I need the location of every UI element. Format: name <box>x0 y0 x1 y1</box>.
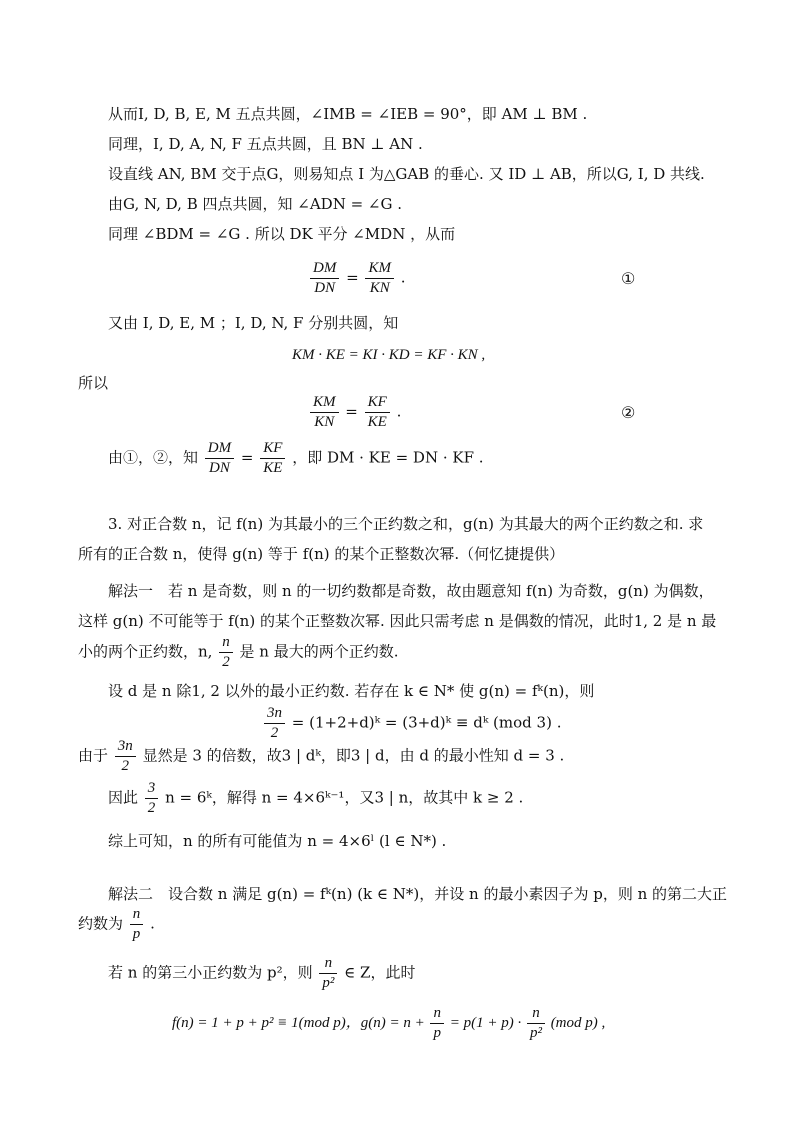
numerator: 3n <box>115 737 136 757</box>
numerator: KF <box>365 393 390 413</box>
numerator: n <box>130 905 144 925</box>
fraction <box>115 737 136 776</box>
equation-marker: ② <box>621 403 636 422</box>
solution-1-line <box>108 779 523 818</box>
solution-1-line <box>78 633 398 672</box>
fraction <box>527 1004 545 1043</box>
text-line: 从而I, D, B, E, M 五点共圆，∠IMB = ∠IEB = 90°，即 AM ⊥ BM . <box>108 105 588 123</box>
fraction <box>310 259 339 298</box>
denominator: 2 <box>270 725 279 741</box>
text-line: 同理 ∠BDM = ∠G . 所以 DK 平分 ∠MDN ，从而 <box>108 225 456 243</box>
problem-statement: 3. 对正合数 n，记 f(n) 为其最小的三个正约数之和，g(n) 为其最大的两个正约数之和. 求 <box>108 515 704 533</box>
equation-line <box>172 1004 605 1043</box>
text-line: 设直线 AN, BM 交于点G，则易知点 I 为△GAB 的垂心. 又 ID ⊥ AB，所以G, I, D 共线. <box>108 165 705 183</box>
denominator: 2 <box>121 758 130 774</box>
denominator: p <box>433 1025 441 1041</box>
fraction <box>430 1004 444 1043</box>
numerator: n <box>319 954 337 974</box>
denominator: p² <box>322 975 335 991</box>
equation-marker: ① <box>621 269 636 288</box>
text: 由①，②，知 <box>108 448 199 467</box>
numerator: n <box>430 1004 444 1024</box>
denominator: 2 <box>222 654 230 670</box>
text: (mod p) , <box>550 1014 606 1031</box>
denominator: KN <box>369 280 390 296</box>
denominator: KN <box>314 414 335 430</box>
numerator: n <box>219 633 233 653</box>
numerator: DM <box>205 439 234 459</box>
equation-1: $\frac{DM}{DN}$ = $\frac{KM}{KN}$ . <box>308 259 406 298</box>
fraction <box>130 905 144 944</box>
solution-2-line: 解法二 设合数 n 满足 g(n) = fᵏ(n) (k ∈ N*)，并设 n 的最小素因子为 p，则 n 的第二大正 <box>108 885 728 903</box>
denominator: p² <box>529 1025 542 1041</box>
denominator: p <box>132 926 141 942</box>
text-line: 又由 I, D, E, M ；I, D, N, F 分别共圆，知 <box>108 314 399 332</box>
text-line: 所以 <box>78 374 109 392</box>
equation-2: $\frac{KM}{KN}$ = $\frac{KF}{KE}$ . <box>308 393 401 432</box>
text: n = 6ᵏ，解得 n = 4×6ᵏ⁻¹，又3 | n，故其中 k ≥ 2 . <box>165 788 524 807</box>
solution-1-line: 这样 g(n) 不可能等于 f(n) 的某个正整数次幂. 因此只需考虑 n 是偶数的情况，此时1, 2 是 n 最 <box>78 612 717 630</box>
text-line: 由①，②，知 $\frac{DM}{DN}$ = $\frac{KF}{KE}$ ，即 DM · KE = DN · KF . <box>108 440 484 476</box>
text-line: 同理，I, D, A, N, F 五点共圆，且 BN ⊥ AN . <box>108 135 423 153</box>
fraction <box>260 439 285 478</box>
fraction <box>219 633 233 672</box>
solution-1-line <box>78 737 564 776</box>
text: 是 n 最大的两个正约数. <box>239 642 399 661</box>
numerator: n <box>527 1004 545 1024</box>
text: 约数为 <box>78 914 124 933</box>
fraction <box>319 954 337 993</box>
problem-statement: 所有的正合数 n，使得 g(n) 等于 f(n) 的某个正整数次幂.（何忆捷提供） <box>78 545 565 563</box>
denominator: KE <box>367 414 387 430</box>
denominator: DN <box>314 280 336 296</box>
numerator: KM <box>310 393 339 413</box>
solution-2-line <box>108 954 415 993</box>
text: f(n) = 1 + p + p² ≡ 1(mod p)，g(n) = n + <box>172 1014 425 1031</box>
text: ，即 DM · KE = DN · KF . <box>292 448 484 467</box>
solution-2-line: 约数为 $\frac{n}{p}$ . <box>78 906 155 942</box>
denominator: 2 <box>147 800 156 816</box>
text-line: 由G, N, D, B 四点共圆，知 ∠ADN = ∠G . <box>108 195 403 213</box>
text: = (1+2+d)ᵏ = (3+d)ᵏ ≡ dᵏ (mod 3) . <box>291 713 562 732</box>
fraction <box>310 393 339 432</box>
denominator: KE <box>263 460 283 476</box>
solution-1-line: 解法一 若 n 是奇数，则 n 的一切约数都是奇数，故由题意知 f(n) 为奇数，g(n) 为偶数， <box>108 582 714 600</box>
numerator: 3 <box>145 779 159 799</box>
fraction <box>365 393 390 432</box>
text: = p(1 + p) · <box>449 1014 522 1031</box>
solution-1-line: 设 d 是 n 除1, 2 以外的最小正约数. 若存在 k ∈ N* 使 g(n) = fᵏ(n)，则 <box>108 682 595 700</box>
text: 由于 <box>78 746 109 765</box>
numerator: 3n <box>264 704 285 724</box>
denominator: DN <box>209 460 230 476</box>
numerator: DM <box>310 259 339 279</box>
numerator: KF <box>260 439 285 459</box>
solution-1-line: 综上可知，n 的所有可能值为 n = 4×6ˡ (l ∈ N*) . <box>108 832 447 850</box>
numerator: KM <box>365 259 394 279</box>
text: 显然是 3 的倍数，故3 | dᵏ，即3 | d，由 d 的最小性知 d = 3 . <box>142 746 565 765</box>
fraction <box>145 779 159 818</box>
text: 小的两个正约数，n, <box>78 642 213 661</box>
equation-line: KM · KE = KI · KD = KF · KN , <box>292 347 486 363</box>
fraction <box>365 259 394 298</box>
text: 若 n 的第三小正约数为 p²，则 <box>108 963 313 982</box>
text: ∈ Z，此时 <box>344 963 416 982</box>
text: 因此 <box>108 788 139 807</box>
fraction <box>205 439 234 478</box>
